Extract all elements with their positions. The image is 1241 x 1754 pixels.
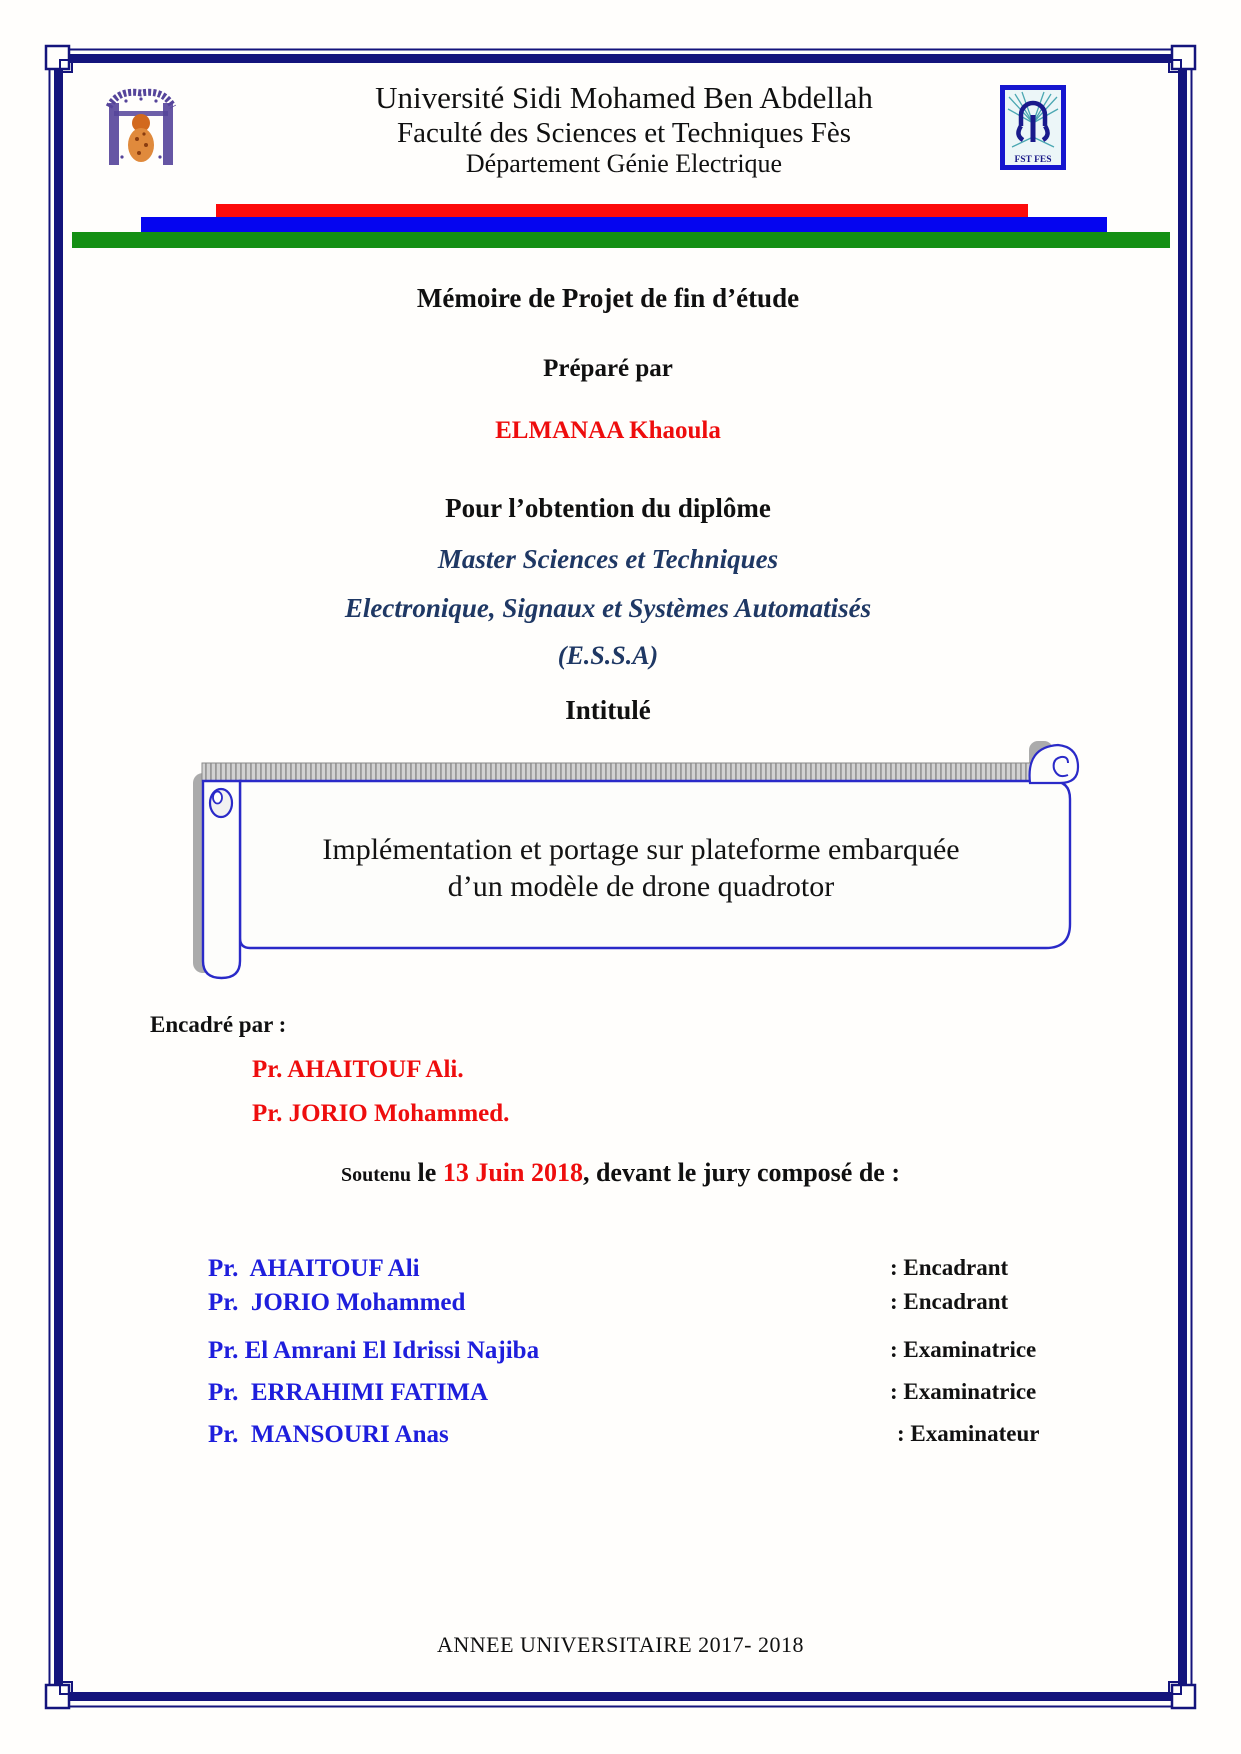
fst-fes-logo-caption: FST FES xyxy=(1014,155,1052,165)
intitule-label: Intitulé xyxy=(565,695,651,725)
master-program: Master Sciences et Techniques xyxy=(437,544,779,574)
jury-member-name: Pr. ERRAHIMI FATIMA xyxy=(208,1379,489,1406)
jury-member-name: Pr. AHAITOUF Ali xyxy=(208,1255,420,1282)
author-name: ELMANAA Khaoula xyxy=(495,417,721,444)
supervised-by-label: Encadré par : xyxy=(150,1012,287,1037)
jury-row xyxy=(0,1421,1241,1453)
defense-prefix: Soutenu xyxy=(341,1164,412,1186)
university-name: Université Sidi Mohamed Ben Abdellah xyxy=(375,80,873,115)
jury-row xyxy=(0,1379,1241,1411)
jury-member-role: : Examinatrice xyxy=(890,1379,1037,1404)
department-name: Département Génie Electrique xyxy=(465,149,783,178)
jury-member-name: Pr. El Amrani El Idrissi Najiba xyxy=(208,1337,540,1364)
project-title xyxy=(226,831,1056,905)
defense-date: 13 Juin 2018 xyxy=(442,1158,583,1187)
jury-member-role: : Examinateur xyxy=(897,1421,1040,1446)
defense-line xyxy=(0,1158,1241,1188)
faculty-name: Faculté des Sciences et Techniques Fès xyxy=(396,117,852,149)
project-title-line1: Implémentation et portage sur plateforme embarquée xyxy=(322,833,960,866)
project-title-line2: d’un modèle de drone quadrotor xyxy=(447,870,835,903)
supervisor-1: Pr. AHAITOUF Ali. xyxy=(252,1056,464,1083)
jury-member-name: Pr. JORIO Mohammed xyxy=(208,1289,466,1316)
red-bar xyxy=(216,204,1028,218)
jury-member-role: : Encadrant xyxy=(890,1255,1009,1280)
defense-suffix: , devant le jury composé de : xyxy=(582,1158,900,1187)
university-seal-logo xyxy=(104,87,178,173)
prepared-by-label: Préparé par xyxy=(543,355,673,382)
memoire-title: Mémoire de Projet de fin d’étude xyxy=(416,283,800,313)
jury-member-role: : Encadrant xyxy=(890,1289,1009,1314)
specialty-name: Electronique, Signaux et Systèmes Automatisés xyxy=(344,593,872,623)
diploma-label: Pour l’obtention du diplôme xyxy=(445,493,771,523)
academic-year: ANNEE UNIVERSITAIRE 2017- 2018 xyxy=(436,1632,805,1657)
blue-bar xyxy=(141,217,1107,233)
supervisor-2: Pr. JORIO Mohammed. xyxy=(252,1100,510,1127)
program-acronym: (E.S.S.A) xyxy=(557,641,659,670)
scroll-top-band xyxy=(202,763,1058,781)
jury-row xyxy=(0,1337,1241,1369)
jury-member-role: : Examinatrice xyxy=(890,1337,1037,1362)
jury-row xyxy=(0,1255,1241,1287)
defense-le: le xyxy=(411,1158,443,1187)
jury-member-name: Pr. MANSOURI Anas xyxy=(208,1421,449,1448)
jury-row xyxy=(0,1289,1241,1321)
green-bar xyxy=(72,232,1170,248)
